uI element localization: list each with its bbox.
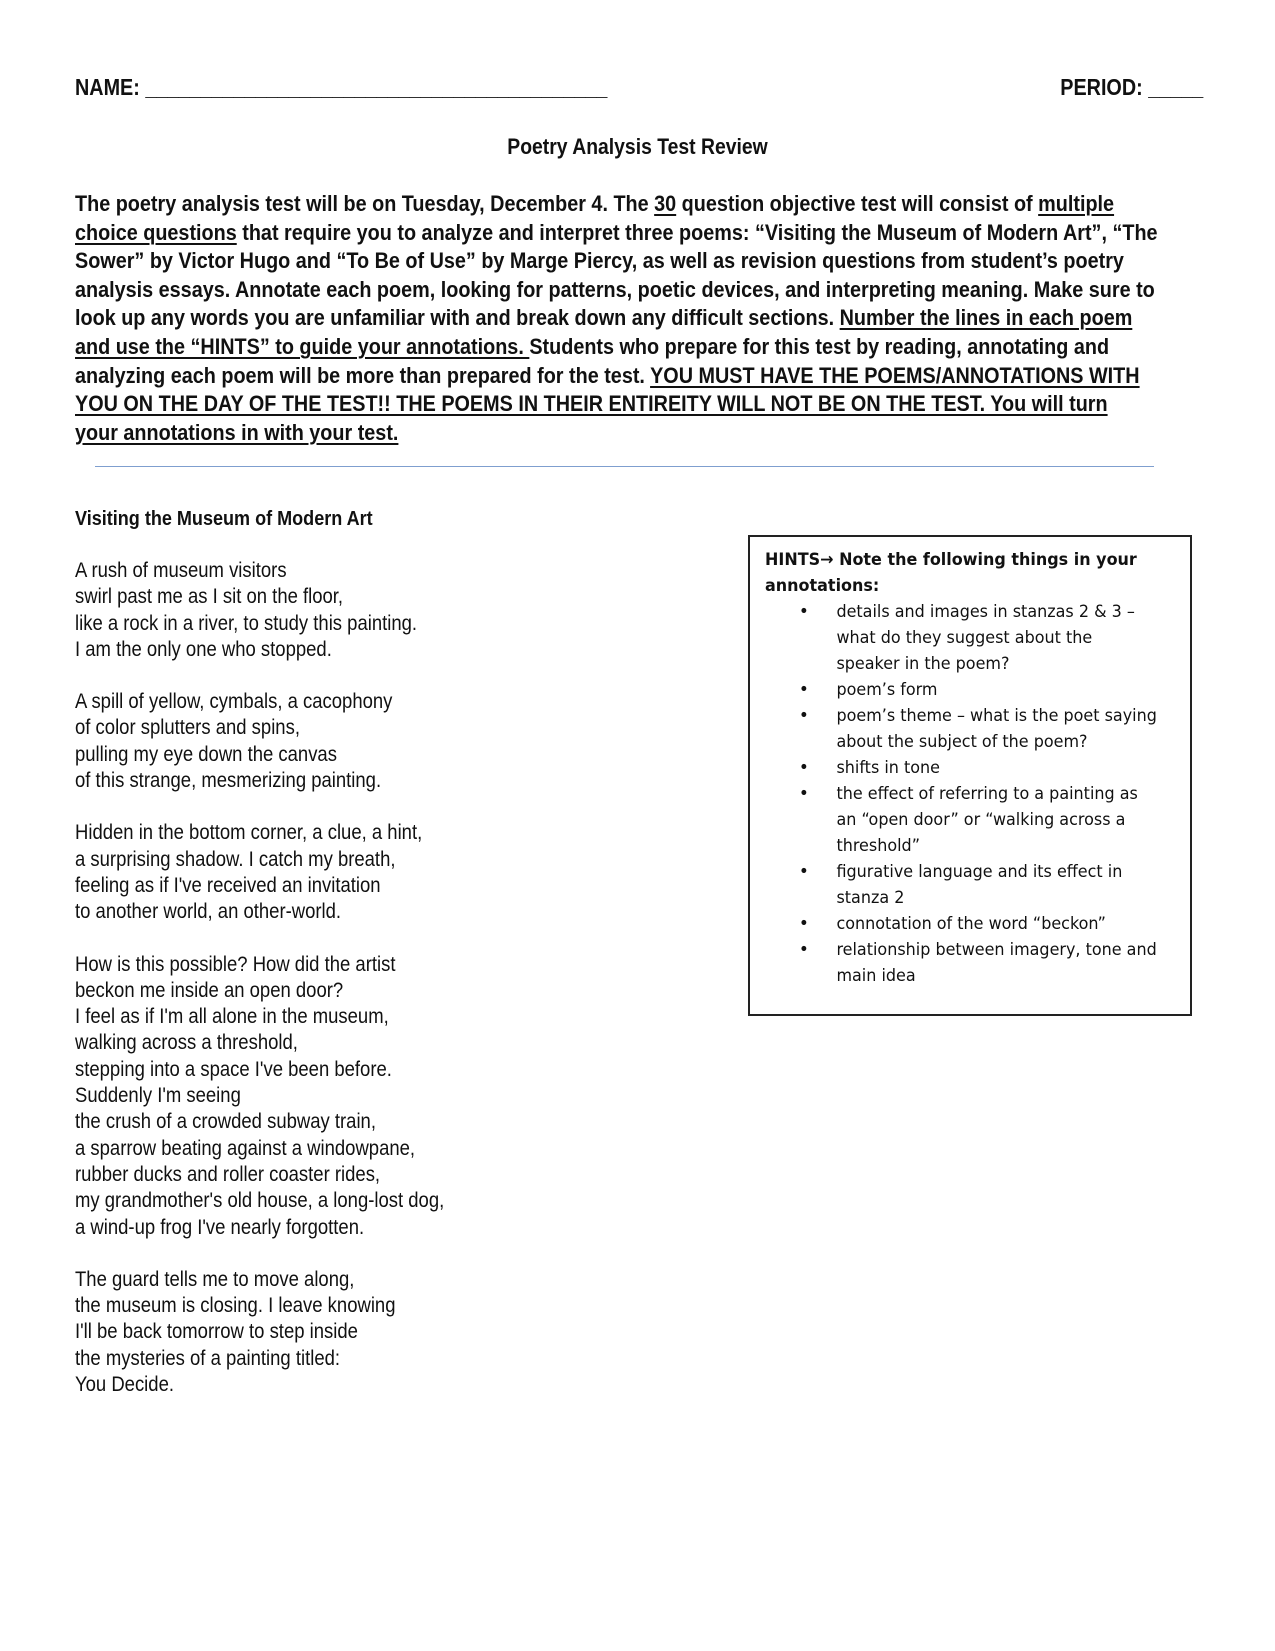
intro-emphasis: Number the lines in each poem: [839, 305, 1133, 331]
intro-text: question objective test will consist of: [676, 191, 1039, 216]
bullet-icon: •: [798, 757, 809, 778]
hint-item: [765, 937, 1160, 989]
hint-line: poem’s form: [836, 680, 938, 700]
intro-paragraph: [75, 190, 1158, 447]
poem-line: I'll be back tomorrow to step inside: [75, 1320, 358, 1344]
poem-line: a sparrow beating against a windowpane,: [75, 1136, 416, 1160]
intro-emphasis: your annotations in with your test.: [75, 419, 399, 445]
hint-item: [765, 859, 1160, 911]
intro-line-4: [75, 276, 1155, 305]
intro-text: that require you to analyze and interpret three poems: “Visiting the Museum of Modern Art”, “The: [236, 219, 1158, 245]
intro-line-6: [75, 333, 1109, 362]
period-blank[interactable]: _____: [1147, 74, 1203, 100]
poem-line: stepping into a space I've been before.: [75, 1057, 392, 1081]
hint-line: stanza 2: [836, 888, 905, 908]
intro-text: analyzing each poem will be more than prepared for the test.: [75, 362, 651, 388]
poem-line: the mysteries of a painting titled:: [75, 1346, 341, 1370]
poem-line: A rush of museum visitors: [75, 559, 287, 582]
poem-line: I feel as if I'm all alone in the museum,: [75, 1005, 389, 1029]
intro-line-1: [75, 190, 1115, 219]
arrow-right-icon: →: [820, 550, 834, 570]
poem-line: of this strange, mesmerizing painting.: [75, 769, 382, 793]
intro-emphasis: multiple: [1038, 191, 1115, 216]
hint-item: [765, 599, 1160, 677]
hint-line: connotation of the word “beckon”: [836, 914, 1106, 934]
poem-stanza: [75, 689, 444, 794]
bullet-icon: •: [798, 939, 809, 960]
bullet-icon: •: [798, 601, 809, 622]
hint-line: main idea: [836, 966, 916, 986]
hints-heading-text: Note the following things in your: [833, 550, 1137, 570]
poem-line: rubber ducks and roller coaster rides,: [75, 1162, 381, 1186]
hint-line: speaker in the poem?: [836, 654, 1010, 674]
poem-stanza: [75, 820, 444, 925]
poem-line: You Decide.: [75, 1373, 174, 1397]
intro-text: Sower” by Victor Hugo and “To Be of Use” by Marge Piercy, as well as revision questions from student’s poetry: [75, 248, 1124, 274]
hints-label: HINTS: [765, 550, 821, 570]
hint-line: poem’s theme – what is the poet saying: [836, 706, 1157, 726]
intro-line-2: [75, 219, 1158, 248]
poem-line: like a rock in a river, to study this painting.: [75, 611, 418, 635]
hint-item: [765, 911, 1160, 937]
intro-line-3: [75, 247, 1124, 276]
hints-heading-line-1: [765, 547, 1160, 573]
intro-line-8: [75, 390, 1109, 419]
intro-text: The poetry analysis test will be on Tuesday, December 4. The: [75, 191, 655, 216]
poem-line: walking across a threshold,: [75, 1031, 298, 1055]
hint-line: figurative language and its effect in: [836, 862, 1123, 882]
poem-line: Suddenly I'm seeing: [75, 1084, 241, 1108]
poem-line: the crush of a crowded subway train,: [75, 1110, 376, 1134]
hint-line: the effect of referring to a painting as: [836, 784, 1138, 804]
section-divider: [95, 466, 1154, 467]
hint-line: threshold”: [836, 836, 920, 856]
hint-line: what do they suggest about the: [836, 628, 1093, 648]
intro-line-7: [75, 362, 1140, 391]
bullet-icon: •: [798, 913, 809, 934]
poem-line: a surprising shadow. I catch my breath,: [75, 847, 396, 871]
poem-stanza: [75, 952, 444, 1241]
bullet-icon: •: [798, 783, 809, 804]
intro-emphasis: 30: [654, 191, 677, 216]
period-field[interactable]: [1060, 74, 1203, 101]
intro-emphasis: YOU ON THE DAY OF THE TEST!! THE POEMS IN THEIR ENTIREITY WILL NOT BE ON THE TEST. You will turn: [75, 391, 1108, 417]
poem-stanza: [75, 1267, 444, 1398]
hints-heading-line-2: annotations:: [765, 576, 880, 596]
hint-item: [765, 703, 1160, 755]
hint-line: an “open door” or “walking across a: [836, 810, 1126, 830]
poem-line: my grandmother's old house, a long-lost dog,: [75, 1189, 445, 1213]
intro-text: look up any words you are unfamiliar with and break down any difficult sections.: [75, 305, 840, 331]
intro-emphasis: YOU MUST HAVE THE POEMS/ANNOTATIONS WITH: [650, 362, 1140, 388]
poem-line: pulling my eye down the canvas: [75, 742, 337, 766]
hint-line: shifts in tone: [836, 758, 941, 778]
name-label: NAME:: [75, 74, 140, 100]
intro-text: analysis essays. Annotate each poem, looking for patterns, poetic devices, and interpreting meaning. Make sure to: [75, 276, 1155, 302]
poem-line: Hidden in the bottom corner, a clue, a hint,: [75, 821, 423, 845]
bullet-icon: •: [798, 861, 809, 882]
poem-line: A spill of yellow, cymbals, a cacophony: [75, 690, 393, 714]
poem-stanza: [75, 558, 444, 663]
name-blank[interactable]: __________________________________________: [145, 74, 608, 100]
hints-list: [765, 599, 1160, 989]
poem-line: The guard tells me to move along,: [75, 1267, 355, 1291]
bullet-icon: •: [798, 679, 809, 700]
hint-line: relationship between imagery, tone and: [836, 940, 1157, 960]
poem-line: I am the only one who stopped.: [75, 637, 332, 661]
poem-line: beckon me inside an open door?: [75, 978, 344, 1002]
poem-line: of color splutters and spins,: [75, 716, 300, 740]
hint-item: [765, 677, 1160, 703]
poem-line: the museum is closing. I leave knowing: [75, 1294, 396, 1318]
poem-line: swirl past me as I sit on the floor,: [75, 585, 344, 609]
period-label: PERIOD:: [1060, 74, 1143, 100]
name-field[interactable]: [75, 74, 607, 101]
intro-emphasis: choice questions: [75, 219, 237, 245]
poem-line: feeling as if I've received an invitation: [75, 873, 381, 897]
poem-line: a wind-up frog I've nearly forgotten.: [75, 1215, 365, 1239]
bullet-icon: •: [798, 705, 809, 726]
poem-line: How is this possible? How did the artist: [75, 952, 396, 976]
hints-heading: [765, 547, 1160, 599]
poem-body: [75, 558, 444, 1424]
intro-line-5: [75, 304, 1133, 333]
hint-item: [765, 781, 1160, 859]
intro-line-9: [75, 419, 1109, 448]
page-title: Poetry Analysis Test Review: [507, 134, 768, 159]
poem-title: Visiting the Museum of Modern Art: [75, 507, 373, 530]
intro-emphasis: and use the “HINTS” to guide your annotations.: [75, 333, 530, 359]
intro-text: Students who prepare for this test by reading, annotating and: [529, 333, 1110, 359]
hint-item: [765, 755, 1160, 781]
poem-line: to another world, an other-world.: [75, 900, 342, 924]
hint-line: about the subject of the poem?: [836, 732, 1088, 752]
hint-line: details and images in stanzas 2 & 3 –: [836, 602, 1135, 622]
hints-box: [748, 535, 1192, 1016]
